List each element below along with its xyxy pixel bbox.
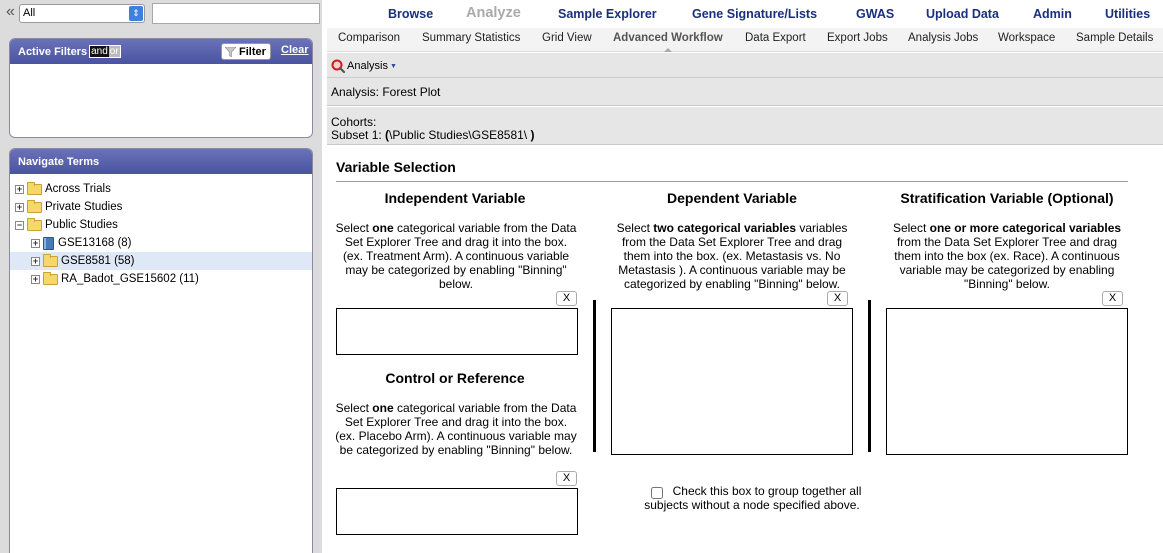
independent-variable-instructions	[334, 221, 578, 291]
instructions-emphasis: one	[372, 221, 394, 235]
tab-summary-statistics[interactable]: Summary Statistics	[422, 32, 521, 44]
section-title: Variable Selection	[336, 159, 456, 175]
folder-icon	[27, 184, 42, 195]
tree-node-gse8581[interactable]	[10, 252, 312, 270]
study-select-value: All	[23, 7, 36, 19]
clear-independent-button[interactable]: X	[556, 291, 577, 306]
funnel-icon	[225, 47, 236, 57]
and-option[interactable]: and	[91, 46, 108, 57]
nav-upload-data[interactable]: Upload Data	[926, 7, 999, 21]
expand-icon[interactable]: +	[32, 255, 39, 266]
tab-advanced-workflow[interactable]: Advanced Workflow	[613, 32, 723, 44]
tab-grid-view[interactable]: Grid View	[542, 32, 592, 44]
tab-analysis-jobs[interactable]: Analysis Jobs	[908, 32, 979, 44]
clear-filters-link[interactable]: Clear	[281, 44, 309, 56]
instructions-emphasis: one	[372, 401, 394, 415]
independent-variable-dropzone[interactable]	[336, 308, 578, 355]
column-divider	[593, 300, 596, 452]
nav-browse[interactable]: Browse	[388, 7, 434, 21]
folder-icon	[43, 256, 58, 267]
expand-icon[interactable]: +	[16, 183, 23, 194]
control-reference-instructions	[334, 401, 578, 457]
instructions-text: Select	[616, 221, 654, 235]
active-filters-header	[10, 39, 312, 64]
chevron-down-icon: ▼	[389, 62, 397, 70]
main-nav	[322, 0, 1163, 28]
instructions-text: Select	[335, 401, 373, 415]
tab-export-jobs[interactable]: Export Jobs	[827, 32, 888, 44]
tree-node-label: GSE8581 (58)	[61, 255, 135, 267]
folder-open-icon	[27, 220, 42, 231]
select-arrows-icon: ⇕	[129, 6, 143, 21]
nav-gene-signature-lists[interactable]: Gene Signature/Lists	[692, 7, 818, 21]
section-divider	[336, 181, 1128, 182]
stratification-variable-instructions	[884, 221, 1130, 291]
instructions-text: categorical variable from the Data Set Explorer Tree and drag it into the box. (ex. Placebo Arm). A continuous variable may be categorized by enabling "Binning" below.	[335, 401, 577, 457]
and-or-toggle[interactable]	[89, 45, 121, 58]
tab-data-export[interactable]: Data Export	[745, 32, 806, 44]
tree-node-label: Public Studies	[45, 219, 118, 231]
dependent-variable-instructions	[609, 221, 855, 291]
tree-node-ra-badot[interactable]	[10, 270, 312, 288]
instructions-text: Select	[892, 221, 930, 235]
instructions-text: variables from the Data Set Explorer Tree and drag them into the box. (ex. Metastasis vs. No Metastasis ). A continuous variable may be categorized by enabling "Binning" below.	[618, 221, 848, 291]
instructions-emphasis: one or more categorical variables	[929, 221, 1122, 235]
tab-workspace[interactable]: Workspace	[998, 32, 1056, 44]
group-label-line-2: subjects without a node specified above.	[644, 498, 860, 512]
analysis-tabs	[327, 28, 1163, 52]
clear-stratification-button[interactable]: X	[1102, 291, 1123, 306]
navigate-terms-header	[10, 149, 312, 174]
tree-node-label: RA_Badot_GSE15602 (11)	[61, 273, 199, 285]
subset-path: \Public Studies\GSE8581\	[389, 128, 531, 142]
expand-icon[interactable]: +	[32, 273, 39, 284]
analysis-menu-label: Analysis	[347, 60, 388, 72]
tab-sample-details[interactable]: Sample Details	[1076, 32, 1154, 44]
tree-node-public-studies[interactable]	[10, 216, 312, 234]
analysis-type: Analysis: Forest Plot	[331, 85, 441, 99]
analysis-info-bar	[327, 78, 1163, 106]
filter-button-label: Filter	[239, 45, 266, 58]
independent-variable-title: Independent Variable	[384, 190, 526, 206]
nav-gwas[interactable]: GWAS	[856, 7, 895, 21]
cohorts-bar	[327, 107, 1163, 145]
search-input[interactable]	[152, 3, 320, 24]
dependent-variable-dropzone[interactable]	[611, 308, 853, 455]
collapse-panel-button[interactable]: «	[6, 3, 15, 20]
subset-open-paren: (	[385, 128, 390, 142]
folder-icon	[27, 202, 42, 213]
nav-admin[interactable]: Admin	[1033, 7, 1072, 21]
folder-icon	[43, 274, 58, 285]
cohorts-label: Cohorts:	[331, 115, 377, 129]
tree-node-across-trials[interactable]	[10, 180, 312, 198]
subset-1-line	[331, 128, 534, 142]
expand-icon[interactable]: +	[16, 201, 23, 212]
subset-close-paren: )	[530, 128, 535, 142]
active-filters-title: Active Filters	[18, 45, 88, 58]
instructions-emphasis: two categorical variables	[653, 221, 797, 235]
dependent-variable-title: Dependent Variable	[667, 190, 797, 206]
column-divider	[868, 300, 871, 452]
stratification-variable-dropzone[interactable]	[886, 308, 1128, 455]
active-filters-panel	[9, 38, 313, 138]
tree-node-label: GSE13168 (8)	[58, 237, 132, 249]
filter-button[interactable]	[221, 43, 271, 60]
tab-comparison[interactable]: Comparison	[338, 32, 400, 44]
expand-icon[interactable]: +	[32, 237, 39, 248]
analysis-toolbar	[327, 53, 1163, 78]
collapse-icon[interactable]: −	[16, 219, 23, 230]
study-select[interactable]	[19, 4, 145, 23]
nav-sample-explorer[interactable]: Sample Explorer	[558, 7, 657, 21]
analysis-menu-button[interactable]	[331, 59, 397, 73]
subset-prefix: Subset 1:	[331, 128, 386, 142]
nav-analyze[interactable]: Analyze	[466, 5, 521, 21]
stratification-variable-title: Stratification Variable (Optional)	[900, 190, 1114, 206]
group-label-line-1: Check this box to group together all	[672, 484, 862, 498]
nav-utilities[interactable]: Utilities	[1105, 7, 1151, 21]
tree-node-gse13168[interactable]	[10, 234, 312, 252]
or-option[interactable]: or	[109, 46, 119, 57]
tree-node-private-studies[interactable]	[10, 198, 312, 216]
navigate-terms-panel	[9, 148, 313, 553]
term-tree	[10, 174, 312, 288]
navigate-terms-title: Navigate Terms	[18, 155, 100, 168]
variable-selection-workspace	[327, 146, 1163, 553]
instructions-text: Select	[335, 221, 373, 235]
clear-dependent-button[interactable]: X	[827, 291, 848, 306]
study-icon	[43, 237, 54, 250]
instructions-text: categorical variable from the Data Set Explorer Tree and drag it into the box. (ex. Treatment Arm). A continuous variable may be categorized by enabling "Binning" below.	[342, 221, 577, 291]
left-panel	[0, 0, 322, 553]
control-reference-dropzone[interactable]	[336, 488, 578, 535]
magnifier-icon	[331, 59, 345, 73]
tree-node-label: Private Studies	[45, 201, 123, 213]
control-reference-title: Control or Reference	[385, 370, 525, 386]
clear-control-button[interactable]: X	[556, 471, 577, 486]
instructions-text: from the Data Set Explorer Tree and drag them into the box (ex. Race). A continuous variable may be categorized by enabling "Binning" below.	[894, 235, 1120, 291]
group-unspecified-label	[632, 484, 872, 512]
tree-node-label: Across Trials	[45, 183, 111, 195]
